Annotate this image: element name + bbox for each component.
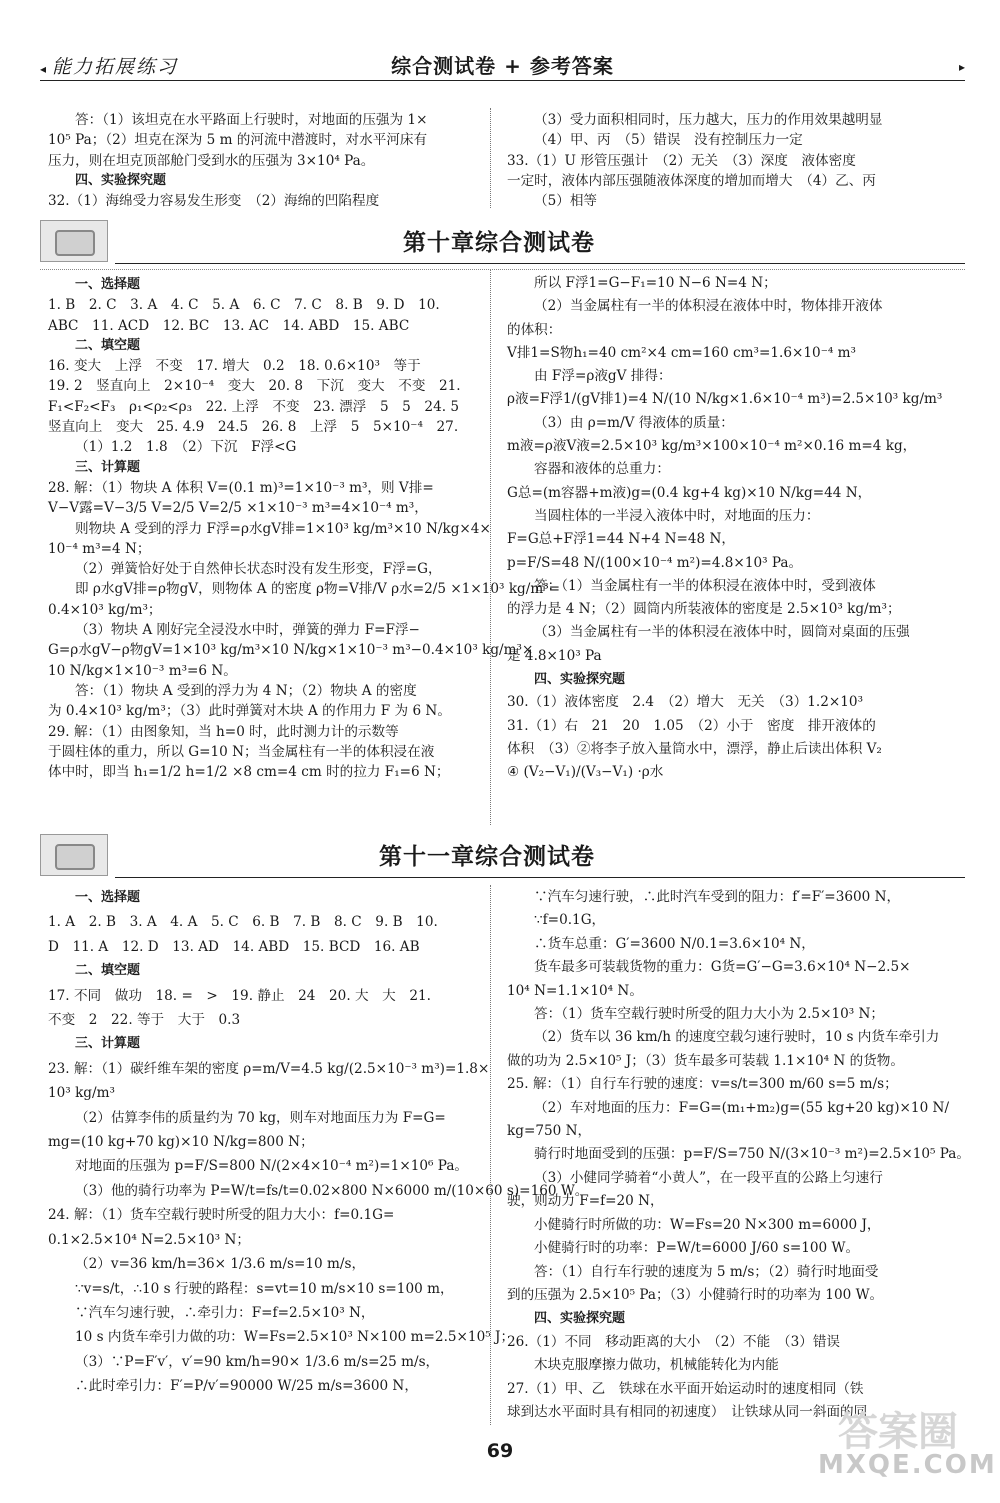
text-line: （2）v=36 km/h=36× 1/3.6 m/s=10 m/s， bbox=[75, 1256, 366, 1273]
text-line: 25. 解：（1）自行车行驶的速度：v=s/t=300 m/60 s=5 m/s； bbox=[507, 1076, 898, 1093]
text-line: （3）物块 A 刚好完全浸没水中时，弹簧的弹力 F=F浮− bbox=[75, 622, 420, 639]
text-line: 30.（1）液体密度 2.4 （2）增大 无关 （3）1.2×10³ bbox=[507, 694, 864, 711]
text-line: 货车最多可装载货物的重力：G货=G′−G=3.6×10⁴ N−2.5× bbox=[534, 959, 911, 976]
text-line: ρ液=F浮1/(gV排1)=4 N/(10 N/kg×1.6×10⁻⁴ m³)=2.5×10³ kg/m³ bbox=[507, 391, 943, 408]
text-line: 答：（1）物块 A 受到的浮力为 4 N；（2）物块 A 的密度 bbox=[75, 682, 417, 699]
text-line: 骑行时地面受到的压强：p=F/S=750 N/(3×10⁻³ m²)=2.5×10⁵ Pa。 bbox=[534, 1146, 971, 1163]
column-separator bbox=[490, 885, 491, 1425]
text-line: （3）由 ρ=m/V 得液体的质量： bbox=[534, 414, 734, 431]
text-line: 10⁴ N=1.1×10⁴ N。 bbox=[507, 982, 643, 999]
banner-rule bbox=[115, 263, 965, 264]
text-line: 做的功为 2.5×10⁵ J；（3）货车最多可装载 1.1×10⁴ N 的货物。 bbox=[507, 1052, 904, 1069]
column-separator bbox=[490, 108, 491, 208]
watermark-site: MXQE.COM bbox=[818, 1450, 997, 1480]
text-line: F=G总+F浮1=44 N+4 N=48 N， bbox=[507, 531, 735, 548]
text-line: 则物块 A 受到的浮力 F浮=ρ水gV排=1×10³ kg/m³×10 N/kg×4× bbox=[75, 520, 491, 537]
text-line: 小健骑行时所做的功：W=Fs=20 N×300 m=6000 J， bbox=[534, 1216, 881, 1233]
text-line: 答：（1）货车空载行驶时所受的阻力大小为 2.5×10³ N； bbox=[534, 1006, 885, 1023]
text-line: （1）1.2 1.8 （2）下沉 F浮<G bbox=[75, 439, 297, 456]
section-title: 综合测试卷 + 参考答案 bbox=[391, 54, 614, 78]
text-line: 对地面的压强为 p=F/S=800 N/(2×4×10⁻⁴ m²)=1×10⁶ Pa。 bbox=[75, 1158, 469, 1175]
text-line: ABC 11. ACD 12. BC 13. AC 14. ABD 15. ABC bbox=[48, 317, 410, 334]
text-line: （2）弹簧恰好处于自然伸长状态时没有发生形变，F浮=G， bbox=[75, 561, 442, 578]
text-line: 10⁵ Pa；（2）坦克在深为 5 m 的河流中潜渡时，对水平河床有 bbox=[48, 132, 428, 149]
text-line: 10⁻⁴ m³=4 N； bbox=[48, 540, 151, 557]
text-line: 24. 解：（1）货车空载行驶时所受的阻力大小：f=0.1G= bbox=[48, 1207, 395, 1224]
chapter-10-right-column bbox=[507, 272, 943, 785]
text-line: 四、实验探究题 bbox=[75, 172, 167, 188]
text-line: （2）估算李伟的质量约为 70 kg，则车对地面压力为 F=G= bbox=[75, 1109, 446, 1126]
text-line: 驶，则动力 F=f=20 N， bbox=[507, 1193, 664, 1210]
text-line: D 11. A 12. D 13. AD 14. ABD 15. BCD 16. AB bbox=[48, 938, 420, 955]
text-line: ∵汽车匀速行驶，∴此时汽车受到的阻力：f′=F′=3600 N， bbox=[534, 889, 901, 905]
text-line: m液=ρ液V液=2.5×10³ kg/m³×100×10⁻⁴ m²×0.16 m=4 kg， bbox=[507, 438, 917, 455]
text-line: （4）甲、丙 （5）错误 没有控制压力一定 bbox=[534, 132, 803, 149]
text-line: G总=(m容器+m液)g=(0.4 kg+4 kg)×10 N/kg=44 N， bbox=[507, 484, 872, 501]
text-line: （3）他的骑行功率为 P=W/t=fs/t=0.02×800 N×6000 m/(10×60 s)=160 W。 bbox=[75, 1182, 589, 1199]
text-line: （3）当金属柱有一半的体积浸在液体中时，圆筒对桌面的压强 bbox=[534, 624, 910, 641]
text-line: 29. 解：（1）由图象知，当 h=0 时，此时测力计的示数等 bbox=[48, 723, 399, 740]
top-left-column bbox=[48, 110, 480, 211]
watermark bbox=[798, 1400, 997, 1480]
text-line: ④ (V₂−V₁)/(V₃−V₁) ·ρ水 bbox=[507, 764, 664, 781]
text-line: 一定时，液体内部压强随液体深度的增加而增大 （4）乙、丙 bbox=[507, 172, 876, 189]
text-line: 的体积： bbox=[507, 321, 562, 338]
text-line: 小健骑行时的功率：P=W/t=6000 J/60 s=100 W。 bbox=[534, 1240, 860, 1257]
chapter-11-title: 第十一章综合测试卷 bbox=[379, 844, 595, 870]
text-line: 答：（1）当金属柱有一半的体积浸在液体中时，受到液体 bbox=[534, 577, 876, 594]
text-line: （3）受力面积相同时，压力越大，压力的作用效果越明显 bbox=[534, 112, 883, 128]
text-line: （3）小健同学骑着“小黄人”，在一段平直的公路上匀速行 bbox=[534, 1169, 883, 1186]
text-line: 答：（1）该坦克在水平路面上行驶时，对地面的压强为 1× bbox=[75, 112, 428, 128]
text-line: 的浮力是 4 N；（2）圆筒内所装液体的密度是 2.5×10³ kg/m³； bbox=[507, 601, 901, 618]
text-line: 竖直向上 变大 25. 4.9 24.5 26. 8 上浮 5 5×10⁻⁴ 27. bbox=[48, 419, 459, 436]
text-line: （2）当金属柱有一半的体积浸在液体中时，物体排开液体 bbox=[534, 298, 883, 315]
text-line: 0.1×2.5×10⁴ N=2.5×10³ N； bbox=[48, 1231, 250, 1248]
text-line: 于圆柱体的重力，所以 G=10 N；当金属柱有一半的体积浸在液 bbox=[48, 743, 435, 760]
text-line: 即 ρ水gV排=ρ物gV，则物体 A 的密度 ρ物=V排/V ρ水=2/5 ×1×10³ kg/m³= bbox=[75, 581, 561, 598]
text-line: 32.（1）海绵受力容易发生形变 （2）海绵的凹陷程度 bbox=[48, 193, 380, 210]
text-line: 26.（1）不同 移动距离的大小 （2）不能 （3）错误 bbox=[507, 1333, 841, 1350]
text-line: （2）车对地面的压力：F=G=(m₁+m₂)g=(55 kg+20 kg)×10 N/ bbox=[534, 1099, 950, 1116]
text-line: 所以 F浮1=G−F₁=10 N−6 N=4 N； bbox=[534, 275, 777, 291]
text-line: 19. 2 竖直向上 2×10⁻⁴ 变大 20. 8 下沉 变大 不变 21. bbox=[48, 378, 461, 395]
text-line: 到的压强为 2.5×10⁵ Pa；（3）小健骑行时的功率为 100 W。 bbox=[507, 1286, 884, 1303]
chapter-10-banner bbox=[40, 218, 965, 264]
top-right-column bbox=[507, 110, 939, 211]
text-line: V−V露=V−3/5 V=2/5 V=2/5 ×1×10⁻³ m³=4×10⁻⁴ m³， bbox=[48, 500, 428, 517]
watermark-logo-text: 答案圈 bbox=[838, 1409, 958, 1455]
text-line: 不变 2 22. 等于 大于 0.3 bbox=[48, 1012, 241, 1029]
text-line: 由 F浮=ρ液gV 排得： bbox=[534, 368, 672, 385]
text-line: ∵汽车匀速行驶，∴牵引力：F=f=2.5×10³ N， bbox=[75, 1304, 375, 1321]
text-line: 木块克服摩擦力做功，机械能转化为内能 bbox=[534, 1357, 779, 1374]
chapter-11-right-column bbox=[507, 886, 971, 1424]
text-line: 10 N/kg×1×10⁻³ m³=6 N。 bbox=[48, 662, 237, 679]
text-line: 一、选择题 bbox=[75, 890, 141, 905]
text-line: 23. 解：（1）碳纤维车架的密度 ρ=m/V=4.5 kg/(2.5×10⁻³ m³)=1.8× bbox=[48, 1060, 490, 1077]
text-line: 10³ kg/m³ bbox=[48, 1085, 115, 1102]
chapter-11-banner bbox=[40, 832, 965, 878]
text-line: 0.4×10³ kg/m³； bbox=[48, 601, 162, 618]
text-line: 答：（1）自行车行驶的速度为 5 m/s；（2）骑行时地面受 bbox=[534, 1263, 879, 1280]
text-line: 为 0.4×10³ kg/m³；（3）此时弹簧对木块 A 的作用力 F 为 6 N。 bbox=[48, 703, 451, 720]
text-line: 三、计算题 bbox=[75, 459, 141, 475]
text-line: V排1=S物h₁=40 cm²×4 cm=160 cm³=1.6×10⁻⁴ m³ bbox=[507, 344, 856, 361]
text-line: （3）∵P=F′v′，v′=90 km/h=90× 1/3.6 m/s=25 m/s， bbox=[75, 1353, 440, 1370]
text-line: F₁<F₂<F₃ ρ₁<ρ₂<ρ₃ 22. 上浮 不变 23. 漂浮 5 5 24. 5 bbox=[48, 398, 460, 415]
chapter-icon bbox=[40, 834, 108, 876]
chapter-10-title: 第十章综合测试卷 bbox=[403, 230, 595, 256]
chapter-icon bbox=[40, 220, 108, 262]
text-line: 16. 变大 上浮 不变 17. 增大 0.2 18. 0.6×10³ 等于 bbox=[48, 358, 421, 375]
text-line: ∴此时牵引力：F′=P/v′=90000 W/25 m/s=3600 N， bbox=[75, 1378, 418, 1395]
text-line: 是 4.8×10³ Pa bbox=[507, 647, 602, 664]
text-line: 体中时，即当 h₁=1/2 h=1/2 ×8 cm=4 cm 时的拉力 F₁=6 N； bbox=[48, 764, 450, 781]
text-line: 33.（1）U 形管压强计 （2）无关 （3）深度 液体密度 bbox=[507, 152, 856, 169]
text-line: 球到达水平面时具有相同的初速度） 让铁球从同一斜面的同 bbox=[507, 1403, 868, 1420]
header-rule bbox=[40, 80, 965, 81]
text-line: 当圆柱体的一半浸入液体中时，对地面的压力： bbox=[534, 507, 820, 524]
text-line: ∵f=0.1G， bbox=[534, 912, 606, 929]
text-line: 三、计算题 bbox=[75, 1036, 141, 1052]
text-line: 压力，则在坦克顶部舱门受到水的压强为 3×10⁴ Pa。 bbox=[48, 152, 375, 169]
text-line: 31.（1）右 21 20 1.05 （2）小于 密度 排开液体的 bbox=[507, 717, 876, 734]
text-line: 1. A 2. B 3. A 4. A 5. C 6. B 7. B 8. C 9. B 10. bbox=[48, 914, 438, 931]
text-line: ∴货车总重：G′=3600 N/0.1=3.6×10⁴ N， bbox=[534, 935, 815, 952]
text-line: ∵v=s/t，∴10 s 行驶的路程：s=vt=10 m/s×10 s=100 m， bbox=[75, 1280, 454, 1297]
text-line: 容器和液体的总重力： bbox=[534, 461, 670, 478]
text-line: 27.（1）甲、乙 铁球在水平面开始运动时的速度相同（铁 bbox=[507, 1380, 864, 1397]
text-line: 28. 解：（1）物块 A 体积 V=(0.1 m)³=1×10⁻³ m³，则 V排= bbox=[48, 479, 434, 496]
text-line: 二、填空题 bbox=[75, 337, 141, 353]
text-line: 1. B 2. C 3. A 4. C 5. A 6. C 7. C 8. B 9. D 10. bbox=[48, 297, 440, 314]
page-number: 69 bbox=[486, 1440, 514, 1462]
text-line: mg=(10 kg+70 kg)×10 N/kg=800 N； bbox=[48, 1134, 314, 1151]
text-line: 体积 （3）②将李子放入量筒水中，漂浮，静止后读出体积 V₂ bbox=[507, 740, 882, 757]
column-separator bbox=[490, 270, 491, 825]
banner-rule bbox=[115, 877, 965, 878]
text-line: kg=750 N， bbox=[507, 1123, 592, 1140]
text-line: 一、选择题 bbox=[75, 277, 141, 292]
text-line: 四、实验探究题 bbox=[534, 672, 626, 688]
text-line: （5）相等 bbox=[534, 193, 598, 210]
corner-arrow-icon: ▸ bbox=[958, 60, 965, 74]
text-line: 四、实验探究题 bbox=[534, 1311, 626, 1327]
text-line: 10 s 内货车牵引力做的功：W=Fs=2.5×10³ N×100 m=2.5×10⁵ J； bbox=[75, 1329, 515, 1346]
banner-dots bbox=[40, 269, 965, 270]
text-line: 17. 不同 做功 18. = > 19. 静止 24 20. 大 大 21. bbox=[48, 987, 431, 1004]
text-line: G=ρ水gV−ρ物gV=1×10³ kg/m³×10 N/kg×1×10⁻³ m³−0.4×10³ kg/m³× bbox=[48, 642, 534, 659]
page-header bbox=[40, 50, 965, 80]
text-line: 二、填空题 bbox=[75, 963, 141, 979]
book-series-title: ◂ 能力拓展练习 bbox=[40, 52, 178, 79]
text-line: p=F/S=48 N/(100×10⁻⁴ m²)=4.8×10³ Pa。 bbox=[507, 554, 803, 571]
text-line: （2）货车以 36 km/h 的速度空载匀速行驶时，10 s 内货车牵引力 bbox=[534, 1029, 940, 1046]
